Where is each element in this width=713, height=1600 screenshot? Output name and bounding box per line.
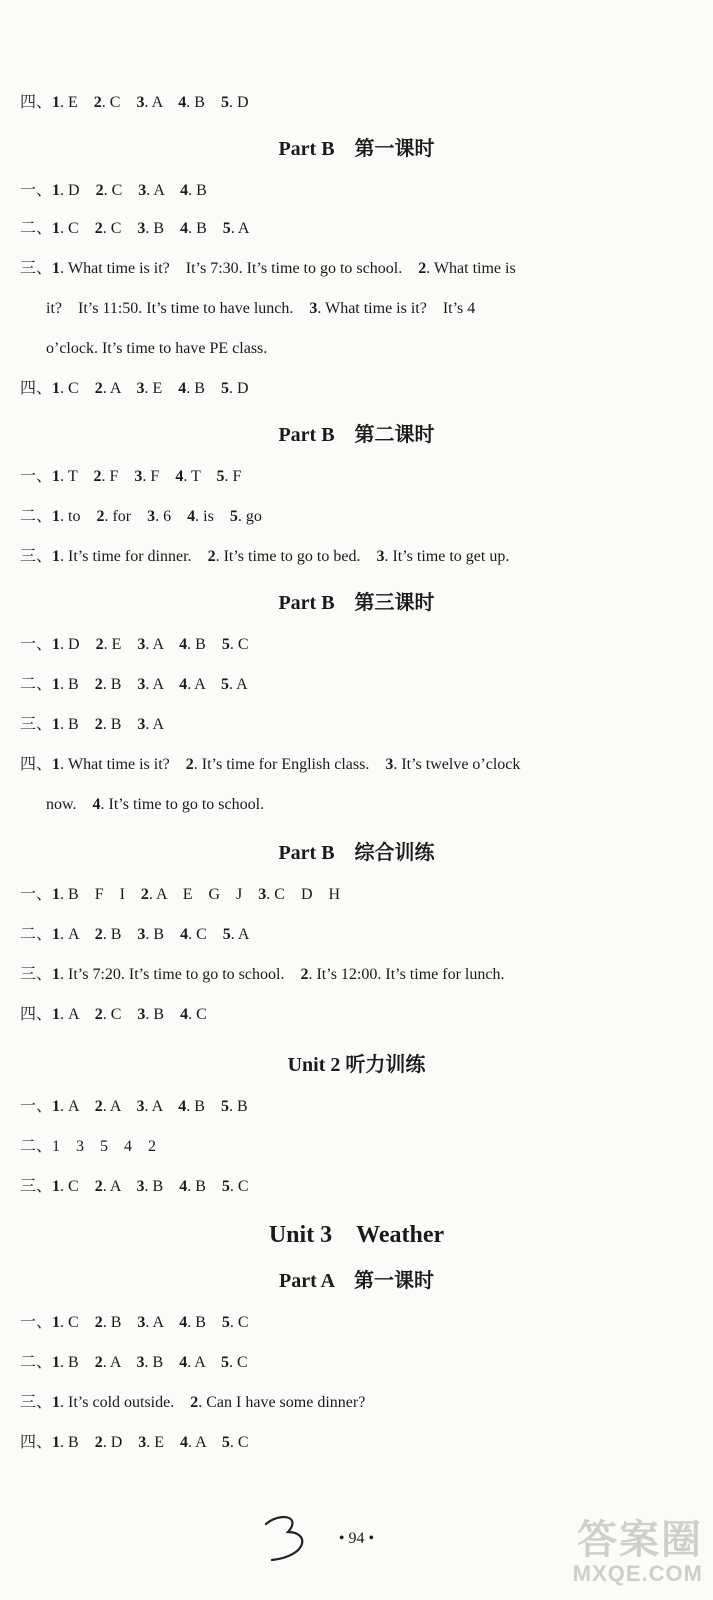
question-number: 4	[178, 380, 187, 397]
answer-line	[20, 92, 701, 114]
answer-text: 三、	[20, 1394, 53, 1411]
answer-line	[20, 1352, 701, 1374]
answer-text: . A	[145, 636, 180, 653]
answer-text: 三、	[20, 548, 53, 565]
answer-text: . A	[144, 94, 179, 111]
question-number: 3	[137, 220, 146, 237]
answer-text: . C	[102, 220, 138, 237]
question-number: 4	[180, 1006, 189, 1023]
answer-line	[20, 180, 701, 202]
answer-text: . A	[145, 716, 165, 733]
answer-text: . C	[60, 1178, 95, 1195]
answer-text: . B	[145, 220, 181, 237]
answer-text: . It’s 7:20. It’s time to go to school.	[60, 966, 301, 983]
answer-text: . go	[237, 508, 262, 525]
question-number: 4	[175, 468, 184, 485]
answer-text: . B	[60, 1434, 95, 1451]
watermark	[573, 1518, 703, 1586]
question-number: 3	[136, 1098, 145, 1115]
question-number: 2	[94, 1006, 103, 1023]
question-number: 1	[52, 926, 61, 943]
answer-text: . A	[145, 676, 180, 693]
answer-text: . B	[187, 1314, 222, 1331]
answer-line	[20, 884, 701, 906]
answer-text: . What time is it? It’s 7:30. It’s time to go to school.	[60, 260, 419, 277]
answer-text: . It’s time for dinner.	[60, 548, 208, 565]
question-number: 3	[134, 468, 143, 485]
section-heading: Part A 第一课时	[279, 1270, 434, 1292]
question-number: 3	[258, 886, 267, 903]
answer-text: . B	[188, 182, 207, 199]
answer-text: . B	[187, 1178, 222, 1195]
answer-text: now.	[46, 796, 93, 813]
answer-line	[20, 674, 701, 696]
answer-line	[20, 1432, 701, 1454]
question-number: 2	[94, 220, 103, 237]
answer-text: 一、	[20, 182, 53, 199]
answer-text: . C	[229, 1178, 249, 1195]
answer-line	[20, 1004, 701, 1026]
question-number: 1	[52, 220, 61, 237]
answer-text: . C	[229, 1314, 249, 1331]
question-number: 1	[52, 1098, 61, 1115]
answer-text: . 6	[155, 508, 188, 525]
answer-line	[20, 714, 701, 736]
question-number: 3	[137, 636, 146, 653]
question-number: 1	[52, 1178, 61, 1195]
question-number: 3	[137, 1006, 146, 1023]
question-number: 1	[52, 182, 61, 199]
question-number: 4	[180, 220, 189, 237]
answer-text: . It’s time to go to school.	[100, 796, 265, 813]
answer-text: . E	[103, 636, 138, 653]
answer-text: . F	[142, 468, 176, 485]
answer-text: . E	[144, 380, 179, 397]
answer-text: . A	[144, 1098, 179, 1115]
question-number: 1	[52, 636, 61, 653]
answer-text: . for	[104, 508, 148, 525]
question-number: 2	[207, 548, 216, 565]
answer-text: 二、	[20, 926, 53, 943]
question-number: 3	[376, 548, 385, 565]
question-number: 2	[418, 260, 427, 277]
answer-text: . B	[102, 716, 138, 733]
question-number: 4	[179, 1314, 188, 1331]
answer-text: . A	[145, 1314, 180, 1331]
question-number: 2	[93, 468, 102, 485]
section-heading: Unit 2 听力训练	[287, 1054, 426, 1076]
answer-text: . What time is it?	[60, 756, 186, 773]
answer-text: . C	[102, 1006, 138, 1023]
question-number: 5	[220, 94, 229, 111]
answer-text: . C	[188, 926, 223, 943]
question-number: 3	[137, 926, 146, 943]
question-number: 1	[52, 1006, 61, 1023]
answer-line	[20, 466, 701, 488]
answer-text: . C	[229, 636, 249, 653]
question-number: 5	[221, 1314, 230, 1331]
answer-text: 一、	[20, 886, 53, 903]
answer-text: . C	[60, 220, 95, 237]
handwritten-mark-icon	[258, 1510, 318, 1570]
answer-text: . A	[60, 1006, 95, 1023]
answer-text: . B	[60, 676, 95, 693]
answer-text: . A	[187, 676, 221, 693]
question-number: 1	[52, 756, 61, 773]
question-number: 3	[385, 756, 394, 773]
question-number: 1	[52, 380, 61, 397]
answer-text: . D	[60, 636, 96, 653]
answer-text: . A	[102, 1178, 137, 1195]
answer-text: 二、1 3 5 4 2	[20, 1138, 157, 1155]
answer-text: . B	[145, 1006, 181, 1023]
answer-text: . F	[101, 468, 135, 485]
answer-text: 一、	[20, 468, 53, 485]
question-number: 2	[94, 1354, 103, 1371]
answer-text: . B	[228, 1098, 248, 1115]
question-number: 1	[52, 1434, 61, 1451]
section-heading: Part B 第三课时	[278, 592, 435, 614]
question-number: 3	[137, 676, 146, 693]
answer-text: . What time is	[426, 260, 516, 277]
question-number: 2	[94, 676, 103, 693]
question-number: 1	[52, 1394, 61, 1411]
question-number: 3	[136, 380, 145, 397]
answer-line	[20, 634, 701, 656]
answer-line	[20, 1096, 701, 1118]
answer-text: . E	[60, 94, 94, 111]
question-number: 1	[52, 1314, 61, 1331]
question-number: 1	[52, 548, 61, 565]
answer-text: 三、	[20, 966, 53, 983]
question-number: 4	[179, 676, 188, 693]
question-number: 2	[96, 508, 105, 525]
answer-text: . A	[102, 1354, 137, 1371]
answer-text: . T	[183, 468, 217, 485]
answer-text: . It’s time for English class.	[193, 756, 386, 773]
question-number: 2	[94, 1098, 103, 1115]
question-number: 1	[52, 260, 61, 277]
answer-text: . B	[102, 676, 138, 693]
answer-text: . B	[60, 1354, 95, 1371]
answer-text: . E	[146, 1434, 181, 1451]
answer-text: . D	[228, 380, 249, 397]
question-number: 2	[94, 1314, 103, 1331]
answer-text: . B	[144, 1178, 180, 1195]
answer-text: . C	[60, 380, 95, 397]
question-number: 3	[136, 1178, 145, 1195]
answer-text: . C	[188, 1006, 207, 1023]
question-number: 5	[220, 1098, 229, 1115]
answer-text: . C D H	[266, 886, 341, 903]
question-number: 5	[220, 1354, 229, 1371]
answer-text: 三、	[20, 716, 53, 733]
question-number: 4	[178, 94, 187, 111]
answer-text: . B	[60, 716, 95, 733]
question-number: 2	[94, 1434, 103, 1451]
question-number: 1	[52, 966, 61, 983]
answer-text: . B	[144, 1354, 180, 1371]
question-number: 2	[95, 182, 104, 199]
answer-line	[20, 546, 701, 568]
answer-text: 二、	[20, 1354, 53, 1371]
answer-text: . D	[60, 182, 96, 199]
page-number: • 94 •	[338, 1530, 375, 1547]
answer-text: . A	[187, 1354, 221, 1371]
answer-text: 四、	[20, 380, 53, 397]
answer-text: 四、	[20, 1434, 53, 1451]
question-number: 3	[137, 1314, 146, 1331]
question-number: 4	[178, 1098, 187, 1115]
answer-line	[20, 1136, 701, 1158]
answer-text: . B	[186, 1098, 221, 1115]
question-number: 3	[136, 1354, 145, 1371]
question-number: 1	[52, 508, 61, 525]
answer-text: . B	[188, 220, 223, 237]
answer-line	[20, 218, 701, 240]
question-number: 5	[216, 468, 225, 485]
answer-text: 一、	[20, 1098, 53, 1115]
answer-text: . Can I have some dinner?	[198, 1394, 366, 1411]
answer-line-continued	[46, 338, 701, 360]
question-number: 2	[94, 716, 103, 733]
question-number: 5	[221, 1178, 230, 1195]
question-number: 3	[147, 508, 156, 525]
answer-text: . to	[60, 508, 97, 525]
answer-text: . What time is it? It’s 4	[317, 300, 476, 317]
answer-text: 二、	[20, 508, 53, 525]
watermark-logo: 答案圈	[577, 1518, 703, 1562]
answer-text: . B	[102, 1314, 138, 1331]
question-number: 5	[220, 380, 229, 397]
section-heading: Part B 第一课时	[278, 138, 435, 160]
answer-text: . D	[102, 1434, 139, 1451]
answer-text: . A	[60, 926, 95, 943]
answer-line	[20, 506, 701, 528]
question-number: 1	[52, 676, 61, 693]
answer-text: it? It’s 11:50. It’s time to have lunch.	[46, 300, 310, 317]
answer-text: . It’s cold outside.	[60, 1394, 191, 1411]
answer-text: . A	[188, 1434, 222, 1451]
question-number: 4	[179, 1354, 188, 1371]
answer-text: . It’s 12:00. It’s time for lunch.	[308, 966, 505, 983]
question-number: 3	[137, 716, 146, 733]
answer-text: . B	[102, 926, 138, 943]
question-number: 4	[180, 926, 189, 943]
answer-text: . It’s time to get up.	[384, 548, 510, 565]
section-heading: Part B 综合训练	[278, 842, 435, 864]
question-number: 1	[52, 886, 61, 903]
question-number: 2	[185, 756, 194, 773]
answer-text: . A E G J	[148, 886, 259, 903]
question-number: 5	[220, 676, 229, 693]
question-number: 1	[52, 94, 61, 111]
question-number: 3	[138, 182, 147, 199]
question-number: 5	[222, 926, 231, 943]
answer-text: . B	[145, 926, 181, 943]
answer-text: . T	[60, 468, 94, 485]
section-heading: Part B 第二课时	[278, 424, 435, 446]
answer-text: 三、	[20, 1178, 53, 1195]
answer-text: . A	[102, 1098, 137, 1115]
watermark-site: MXQE.COM	[572, 1561, 703, 1586]
answer-text: . C	[228, 1354, 248, 1371]
answer-text: . A	[60, 1098, 95, 1115]
question-number: 5	[222, 220, 231, 237]
answer-text: . C	[60, 1314, 95, 1331]
question-number: 5	[221, 1434, 230, 1451]
question-number: 5	[221, 636, 230, 653]
answer-text: . B	[186, 380, 221, 397]
answer-text: . D	[228, 94, 249, 111]
answer-text: . B	[186, 94, 221, 111]
answer-line	[20, 964, 701, 986]
question-number: 1	[52, 716, 61, 733]
question-number: 4	[179, 1178, 188, 1195]
answer-text: . C	[103, 182, 139, 199]
answer-text: . C	[101, 94, 137, 111]
question-number: 2	[94, 380, 103, 397]
answer-text: . A	[228, 676, 248, 693]
answer-text: . A	[102, 380, 137, 397]
answer-text: o’clock. It’s time to have PE class.	[46, 340, 268, 357]
question-number: 4	[187, 508, 196, 525]
answer-line	[20, 378, 701, 400]
question-number: 2	[300, 966, 309, 983]
section-heading: Unit 3 Weather	[268, 1222, 445, 1248]
answer-text: 四、	[20, 94, 53, 111]
answer-text: . B F I	[60, 886, 141, 903]
answer-line-continued	[46, 794, 701, 816]
question-number: 2	[94, 1178, 103, 1195]
answer-text: . A	[230, 220, 250, 237]
answer-text: 一、	[20, 1314, 53, 1331]
answer-line-continued	[46, 298, 701, 320]
answer-text: . F	[224, 468, 242, 485]
question-number: 3	[136, 94, 145, 111]
answer-line	[20, 1392, 701, 1414]
answer-line	[20, 258, 701, 280]
answer-text: . It’s time to go to bed.	[215, 548, 377, 565]
question-number: 4	[92, 796, 101, 813]
answer-text: 一、	[20, 636, 53, 653]
question-number: 2	[140, 886, 149, 903]
answer-line	[20, 1312, 701, 1334]
answer-text: 三、	[20, 260, 53, 277]
question-number: 5	[229, 508, 238, 525]
question-number: 4	[180, 1434, 189, 1451]
question-number: 1	[52, 1354, 61, 1371]
question-number: 2	[190, 1394, 199, 1411]
answer-text: . is	[195, 508, 230, 525]
answer-line	[20, 1176, 701, 1198]
answer-text: . A	[146, 182, 181, 199]
answer-text: . It’s twelve o’clock	[393, 756, 521, 773]
answer-text: . C	[229, 1434, 249, 1451]
question-number: 3	[138, 1434, 147, 1451]
answer-text: 二、	[20, 220, 53, 237]
question-number: 3	[309, 300, 318, 317]
answer-text: . A	[230, 926, 250, 943]
answer-text: 四、	[20, 756, 53, 773]
answer-text: . B	[187, 636, 222, 653]
answer-line	[20, 754, 701, 776]
question-number: 2	[95, 636, 104, 653]
question-number: 2	[94, 926, 103, 943]
answer-text: 二、	[20, 676, 53, 693]
question-number: 1	[52, 468, 61, 485]
question-number: 2	[93, 94, 102, 111]
answer-line	[20, 924, 701, 946]
question-number: 4	[180, 182, 189, 199]
question-number: 4	[179, 636, 188, 653]
answer-text: 四、	[20, 1006, 53, 1023]
